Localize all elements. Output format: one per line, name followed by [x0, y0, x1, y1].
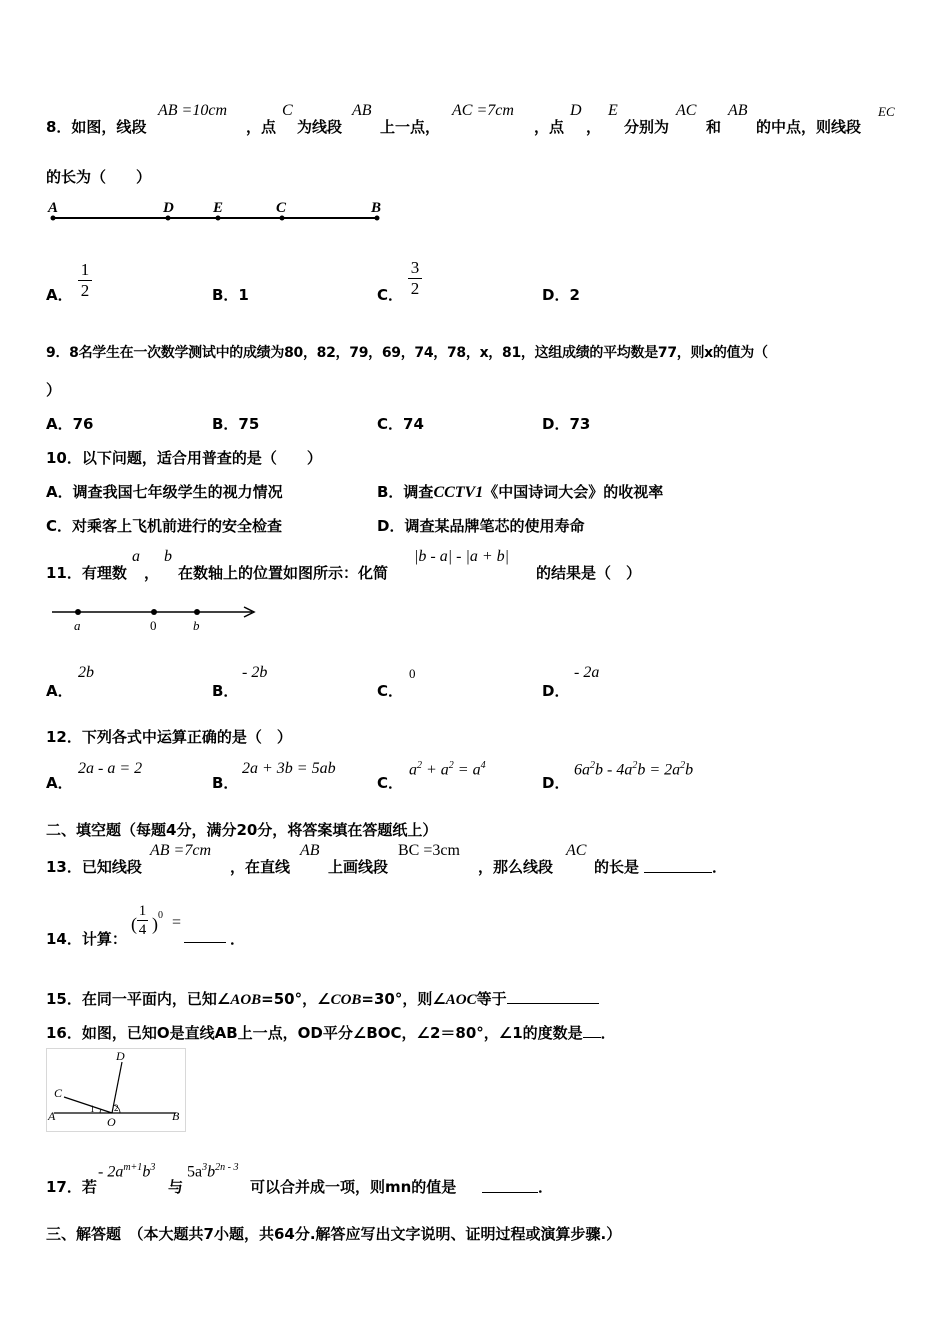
- q12-option-b-math: 2a + 3b = 5ab: [242, 760, 336, 777]
- q8-label-c: C: [276, 200, 287, 216]
- q8-option-c-denominator: 2: [410, 279, 420, 298]
- q17-term2-exp: 2n - 3: [215, 1162, 239, 1173]
- q11-math-a: a: [132, 548, 140, 565]
- q8-text: 分别为: [624, 118, 670, 136]
- q12-d-exp: 2: [680, 760, 686, 771]
- q17-term2-exp: 3: [202, 1162, 208, 1173]
- q12-d-exp: 2: [632, 760, 638, 771]
- q8-math-ac: AC: [676, 102, 697, 119]
- q13-text: ，在直线: [230, 858, 291, 876]
- q11-label-zero: 0: [150, 618, 157, 633]
- q13-math-ac: AC: [566, 842, 587, 859]
- q14-open-paren: (: [131, 914, 137, 934]
- q12-d-term: 6a: [574, 761, 590, 779]
- q11-option-d-label: D．: [542, 682, 570, 700]
- q8-math-e: E: [608, 102, 618, 119]
- q14-answer-blank[interactable]: [184, 926, 226, 943]
- q15-mid2: =30°，则∠: [361, 990, 446, 1008]
- q8-option-a-denominator: 2: [80, 281, 90, 300]
- q8-math-c: C: [282, 102, 293, 119]
- q11-option-a-label: A．: [46, 682, 73, 700]
- q17-term2-part: 5a: [187, 1163, 203, 1181]
- q12-d-term: b - 4a: [595, 761, 633, 779]
- q8-line2: 的长为（ ）: [46, 168, 152, 186]
- q15-angle-cob: COB: [330, 992, 362, 1008]
- q12-option-d-label: D．: [542, 774, 570, 792]
- q16-label-a: A: [48, 1109, 56, 1123]
- q15-line: [46, 987, 599, 1009]
- q8-text: 的中点，则线段: [756, 118, 862, 136]
- q12-c-term: = a: [453, 761, 481, 779]
- q10-text: 10．以下问题，适合用普查的是（ ）: [46, 449, 322, 467]
- q11-option-c-label: C．: [377, 682, 404, 700]
- q8-math-ec: EC: [878, 104, 895, 119]
- q11-point-a: [75, 609, 81, 615]
- q10-option-b-cctv: CCTV1: [433, 484, 484, 501]
- q17-answer-blank[interactable]: [482, 1176, 538, 1193]
- q11-text: ，: [144, 564, 160, 582]
- q11-point-b: [194, 609, 200, 615]
- q17-term1-exp: 3: [150, 1162, 156, 1173]
- q8-math-ab: AB: [352, 102, 372, 119]
- q8-point-e: [216, 216, 221, 221]
- q8-option-c-fraction: [408, 258, 422, 299]
- q15-pre: 15．在同一平面内，已知∠: [46, 990, 231, 1008]
- q8-option-a-numerator: 1: [80, 260, 90, 279]
- q9-text: 9．8名学生在一次数学测试中的成绩为80，82，79，69，74，78，x，81，这组成绩的平均数是77，则x的值为（: [46, 345, 768, 361]
- q13-math-bc-eq: [398, 842, 460, 860]
- q8-option-c-numerator: 3: [410, 258, 420, 277]
- q11-label-a: a: [74, 618, 81, 633]
- q9-option-c: C．74: [377, 415, 424, 433]
- q8-text: ，点: [534, 118, 565, 136]
- q8-math-ab-eq: AB =10cm: [158, 102, 227, 119]
- q14-exponent: 0: [158, 910, 163, 921]
- q11-point-zero: [151, 609, 157, 615]
- q8-point-a: [51, 216, 56, 221]
- q17-text: 可以合并成一项，则mn的值是: [250, 1178, 457, 1196]
- q15-angle-aoc: AOC: [445, 992, 477, 1008]
- q14-fraction: [137, 902, 148, 939]
- q15-angle-aob: AOB: [230, 992, 262, 1008]
- q12-option-d-math: [574, 760, 693, 779]
- q12-option-c-math: [409, 760, 486, 779]
- q8-text: 和: [706, 118, 722, 136]
- q8-label-e: E: [213, 200, 224, 216]
- q17-line: [46, 1162, 606, 1198]
- q12-d-exp: 2: [590, 760, 595, 771]
- q13-text: ，那么线段: [478, 858, 554, 876]
- q17-term1: [98, 1162, 155, 1181]
- q11-option-d-math: - 2a: [574, 664, 600, 681]
- q11-number: 11．有理数: [46, 564, 127, 582]
- q17-term1-part: - 2a: [98, 1163, 124, 1181]
- q16-line: [46, 1021, 616, 1043]
- q8-segment-figure: [44, 196, 394, 228]
- q17-with: 与: [168, 1178, 184, 1196]
- q16-label-2: 2: [114, 1103, 119, 1113]
- q8-point-d: [166, 216, 171, 221]
- q8-label-a: A: [48, 200, 59, 216]
- q10-option-b-pre: B．调查: [377, 483, 434, 501]
- q17-term2: [187, 1162, 238, 1181]
- q16-answer-blank[interactable]: [583, 1021, 601, 1038]
- q13-text: 上画线段: [328, 858, 389, 876]
- q14-numerator: 1: [138, 903, 147, 919]
- q17-term1-exp: m+1: [123, 1162, 143, 1173]
- q16-label-b: B: [172, 1109, 180, 1123]
- q8-line1: [46, 102, 906, 142]
- q14-close-paren: ): [152, 914, 158, 934]
- q16-text: 16．如图，已知O是直线AB上一点，OD平分∠BOC，∠2＝80°，∠1的度数是: [46, 1024, 583, 1042]
- q12-c-exp: 2: [448, 760, 454, 771]
- q13-math-ab: AB: [300, 842, 320, 859]
- q8-text: ，: [586, 118, 602, 136]
- q16-end: ．: [600, 1024, 616, 1042]
- q14-denominator: 4: [138, 922, 147, 938]
- q8-label-d: D: [163, 200, 174, 216]
- q17-number: 17．若: [46, 1178, 97, 1196]
- q12-d-term: b: [685, 761, 694, 779]
- q13-line: [46, 842, 766, 878]
- q15-post: 等于: [476, 990, 507, 1008]
- q14-number: 14．计算：: [46, 930, 127, 948]
- q8-option-c-label: C．: [377, 286, 404, 304]
- q11-label-b: b: [193, 618, 200, 633]
- q8-number: 8．如图，线段: [46, 118, 147, 136]
- q12-option-c-label: C．: [377, 774, 404, 792]
- q10-option-c: C．对乘客上飞机前进行的安全检查: [46, 517, 283, 535]
- q15-answer-blank[interactable]: [507, 987, 599, 1004]
- q16-label-1: 1: [90, 1104, 95, 1114]
- q9-option-b: B．75: [212, 415, 260, 433]
- q8-text: 上一点，: [380, 118, 441, 136]
- q12-c-exp: 2: [417, 760, 422, 771]
- q8-text: ，点: [246, 118, 277, 136]
- q12-c-term: + a: [422, 761, 449, 779]
- q16-angle-figure: [46, 1048, 186, 1132]
- q13-math-ab-eq: AB =7cm: [150, 842, 211, 859]
- q9-option-d: D．73: [542, 415, 591, 433]
- q14-equals: =: [172, 914, 182, 931]
- q15-mid1: =50°，∠: [261, 990, 331, 1008]
- q11-text: 在数轴上的位置如图所示：化简: [178, 564, 389, 582]
- q10-option-a: A．调查我国七年级学生的视力情况: [46, 483, 283, 501]
- q12-c-exp: 4: [480, 760, 486, 771]
- q8-math-ac-eq: AC =7cm: [452, 102, 514, 119]
- q8-option-b: B．1: [212, 286, 249, 304]
- q11-option-a-math: 2b: [78, 664, 94, 681]
- q13-answer-blank[interactable]: [644, 856, 712, 873]
- q13-number: 13．已知线段: [46, 858, 142, 876]
- q16-label-o: O: [107, 1115, 116, 1129]
- q12-c-term: a: [409, 761, 417, 779]
- q12-option-a-label: A．: [46, 774, 73, 792]
- q8-option-d: D．2: [542, 286, 580, 304]
- q17-end: ．: [538, 1178, 554, 1196]
- q13-text: 的长是: [594, 858, 640, 876]
- section-3-heading: 三、解答题 （本大题共7小题，共64分.解答应写出文字说明、证明过程或演算步骤.）: [46, 1225, 622, 1243]
- q16-label-c: C: [54, 1086, 63, 1100]
- q8-math-ab2: AB: [728, 102, 748, 119]
- q9-close: ）: [46, 381, 62, 399]
- q14-end: ．: [230, 930, 246, 948]
- q17-term2-part: b: [207, 1163, 216, 1181]
- q8-point-c: [280, 216, 285, 221]
- q12-text: 12．下列各式中运算正确的是（ ）: [46, 728, 292, 746]
- q8-point-b: [375, 216, 380, 221]
- q13-math-bc-eq-text: BC =3cm: [398, 842, 460, 859]
- q12-option-a-math: 2a - a = 2: [78, 760, 143, 777]
- q11-option-c-math: 0: [409, 666, 416, 681]
- q8-option-a-label: A．: [46, 286, 73, 304]
- q11-option-b-math: - 2b: [242, 664, 268, 681]
- q11-number-line: [48, 600, 263, 636]
- q11-math-expression: |b - a| - |a + b|: [414, 548, 510, 565]
- q11-text: 的结果是（ ）: [536, 564, 642, 582]
- q10-option-b-post: 《中国诗词大会》的收视率: [483, 483, 664, 501]
- q10-option-d: D．调查某品牌笔芯的使用寿命: [377, 517, 585, 535]
- q8-option-a-fraction: [78, 260, 92, 301]
- q16-ray-oc: [64, 1097, 112, 1113]
- q11-math-b: b: [164, 548, 172, 565]
- q8-math-d: D: [570, 102, 582, 119]
- q8-text: 为线段: [297, 118, 343, 136]
- q11-option-b-label: B．: [212, 682, 239, 700]
- q16-label-d: D: [116, 1049, 125, 1063]
- q13-end: ．: [712, 858, 728, 876]
- q12-d-term: b = 2a: [637, 761, 681, 779]
- q10-option-b: [377, 481, 663, 502]
- q12-option-b-label: B．: [212, 774, 239, 792]
- section-2-heading: 二、填空题（每题4分，满分20分，将答案填在答题纸上）: [46, 821, 438, 839]
- q17-term1-part: b: [142, 1163, 151, 1181]
- q11-line: [46, 548, 746, 584]
- q9-option-a: A．76: [46, 415, 94, 433]
- q8-label-b: B: [371, 200, 382, 216]
